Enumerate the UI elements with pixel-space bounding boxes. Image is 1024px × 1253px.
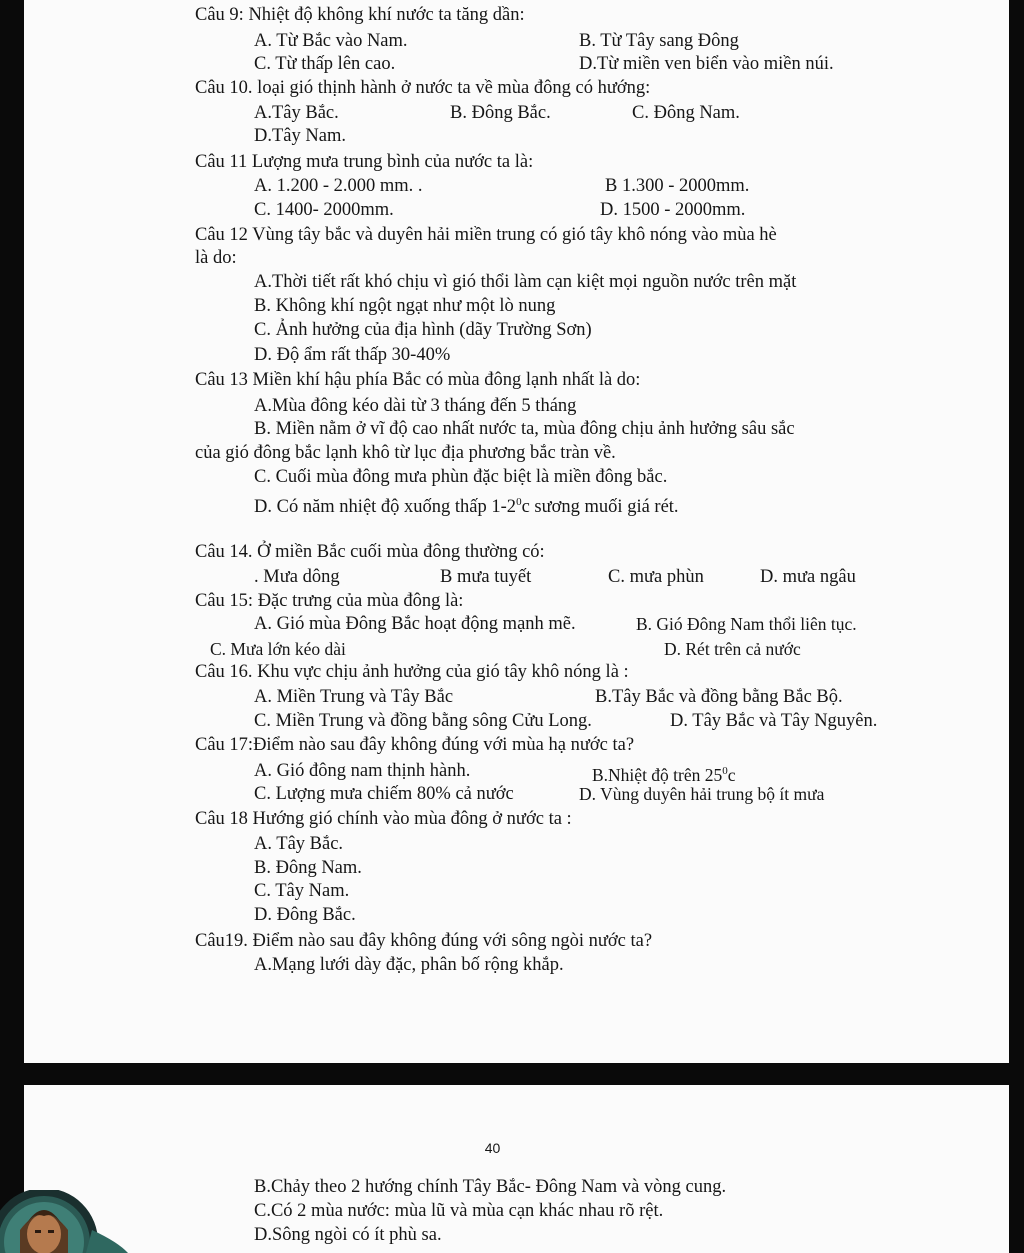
q18-option-a: A. Tây Bắc. <box>254 834 344 854</box>
question-14: Câu 14. Ở miền Bắc cuối mùa đông thường có: <box>195 542 545 562</box>
q9-option-b: B. Từ Tây sang Đông <box>579 31 739 51</box>
q9-option-d: D.Từ miền ven biển vào miền núi. <box>579 54 834 74</box>
q18-option-c: C. Tây Nam. <box>254 881 350 901</box>
q18-option-b: B. Đông Nam. <box>254 858 362 878</box>
cutoff-text-fragment <box>200 1246 580 1253</box>
q13-option-d: D. Có năm nhiệt độ xuống thấp $1-2^0c$ sương muối giá rét. <box>254 496 679 518</box>
q17-option-b: B.Nhiệt độ trên $25^0c$ <box>592 764 736 785</box>
question-17: Câu 17:Điểm nào sau đây không đúng với mùa hạ nước ta? <box>195 735 635 755</box>
q17-option-d: D. Vùng duyên hải trung bộ ít mưa <box>579 784 825 804</box>
q15-option-d: D. Rét trên cả nước <box>664 639 801 659</box>
question-10: Câu 10. loại gió thịnh hành ở nước ta về mùa đông có hướng: <box>195 78 651 98</box>
q11-option-c: C. 1400- 2000mm. <box>254 200 394 220</box>
q14-option-d: D. mưa ngâu <box>760 567 856 587</box>
question-15: Câu 15: Đặc trưng của mùa đông là: <box>195 591 464 611</box>
q15-option-b: B. Gió Đông Nam thổi liên tục. <box>636 614 857 634</box>
question-16: Câu 16. Khu vực chịu ảnh hưởng của gió tây khô nóng là : <box>195 662 629 682</box>
q13-option-b: B. Miền nằm ở vĩ độ cao nhất nước ta, mùa đông chịu ảnh hưởng sâu sắc <box>254 419 795 439</box>
q17-option-a: A. Gió đông nam thịnh hành. <box>254 761 471 781</box>
q14-option-c: C. mưa phùn <box>608 567 704 587</box>
q10-option-a: A.Tây Bắc. <box>254 103 339 123</box>
q18-option-d: D. Đông Bắc. <box>254 905 356 925</box>
document-page-1 <box>24 0 1009 1063</box>
q12-option-b: B. Không khí ngột ngạt như một lò nung <box>254 296 556 316</box>
q13-option-b-cont: của gió đông bắc lạnh khô từ lục địa phương bắc tràn về. <box>195 443 616 463</box>
q16-option-b: B.Tây Bắc và đồng bằng Bắc Bộ. <box>595 687 843 707</box>
question-19: Câu19. Điểm nào sau đây không đúng với sông ngòi nước ta? <box>195 931 653 951</box>
q13-option-c: C. Cuối mùa đông mưa phùn đặc biệt là miền đông bắc. <box>254 467 668 487</box>
q16-option-c: C. Miền Trung và đồng bằng sông Cửu Long. <box>254 711 592 731</box>
q10-option-b: B. Đông Bắc. <box>450 103 551 123</box>
q19-option-d: D.Sông ngòi có ít phù sa. <box>254 1225 442 1245</box>
q15-option-a: A. Gió mùa Đông Bắc hoạt động mạnh mẽ. <box>254 614 576 634</box>
q14-option-b: B mưa tuyết <box>440 567 532 587</box>
q11-option-a: A. 1.200 - 2.000 mm. . <box>254 176 423 196</box>
q11-option-d: D. 1500 - 2000mm. <box>600 200 746 220</box>
q9-option-a: A. Từ Bắc vào Nam. <box>254 31 408 51</box>
q10-option-c: C. Đông Nam. <box>632 103 740 123</box>
avatar-image <box>0 1190 130 1253</box>
document-page-2 <box>24 1085 1009 1253</box>
q19-option-a: A.Mạng lưới dày đặc, phân bố rộng khắp. <box>254 955 564 975</box>
avatar <box>0 1190 130 1253</box>
q12-option-a: A.Thời tiết rất khó chịu vì gió thổi làm cạn kiệt mọi nguồn nước trên mặt <box>254 272 797 292</box>
q11-option-b: B 1.300 - 2000mm. <box>605 176 750 196</box>
question-12-line-1: Câu 12 Vùng tây bắc và duyên hải miền trung có gió tây khô nóng vào mùa hè <box>195 225 777 245</box>
q16-option-d: D. Tây Bắc và Tây Nguyên. <box>670 711 878 731</box>
question-12-line-2: là do: <box>195 248 237 268</box>
q15-option-c: C. Mưa lớn kéo dài <box>210 639 346 659</box>
q12-option-d: D. Độ ẩm rất thấp 30-40% <box>254 345 451 365</box>
q17-option-c: C. Lượng mưa chiếm 80% cả nước <box>254 784 514 804</box>
q9-option-c: C. Từ thấp lên cao. <box>254 54 396 74</box>
q16-option-a: A. Miền Trung và Tây Bắc <box>254 687 454 707</box>
q19-option-c: C.Có 2 mùa nước: mùa lũ và mùa cạn khác nhau rõ rệt. <box>254 1201 664 1221</box>
question-18: Câu 18 Hướng gió chính vào mùa đông ở nước ta : <box>195 809 572 829</box>
page-number: 40 <box>484 1140 501 1156</box>
q14-option-a: . Mưa dông <box>254 567 340 587</box>
q13-option-a: A.Mùa đông kéo dài từ 3 tháng đến 5 tháng <box>254 396 577 416</box>
question-9: Câu 9: Nhiệt độ không khí nước ta tăng dần: <box>195 5 525 25</box>
question-13: Câu 13 Miền khí hậu phía Bắc có mùa đông lạnh nhất là do: <box>195 370 641 390</box>
q12-option-c: C. Ảnh hưởng của địa hình (dãy Trường Sơn) <box>254 320 592 340</box>
q10-option-d: D.Tây Nam. <box>254 126 346 146</box>
q19-option-b: B.Chảy theo 2 hướng chính Tây Bắc- Đông Nam và vòng cung. <box>254 1177 727 1197</box>
question-11: Câu 11 Lượng mưa trung bình của nước ta là: <box>195 152 534 172</box>
